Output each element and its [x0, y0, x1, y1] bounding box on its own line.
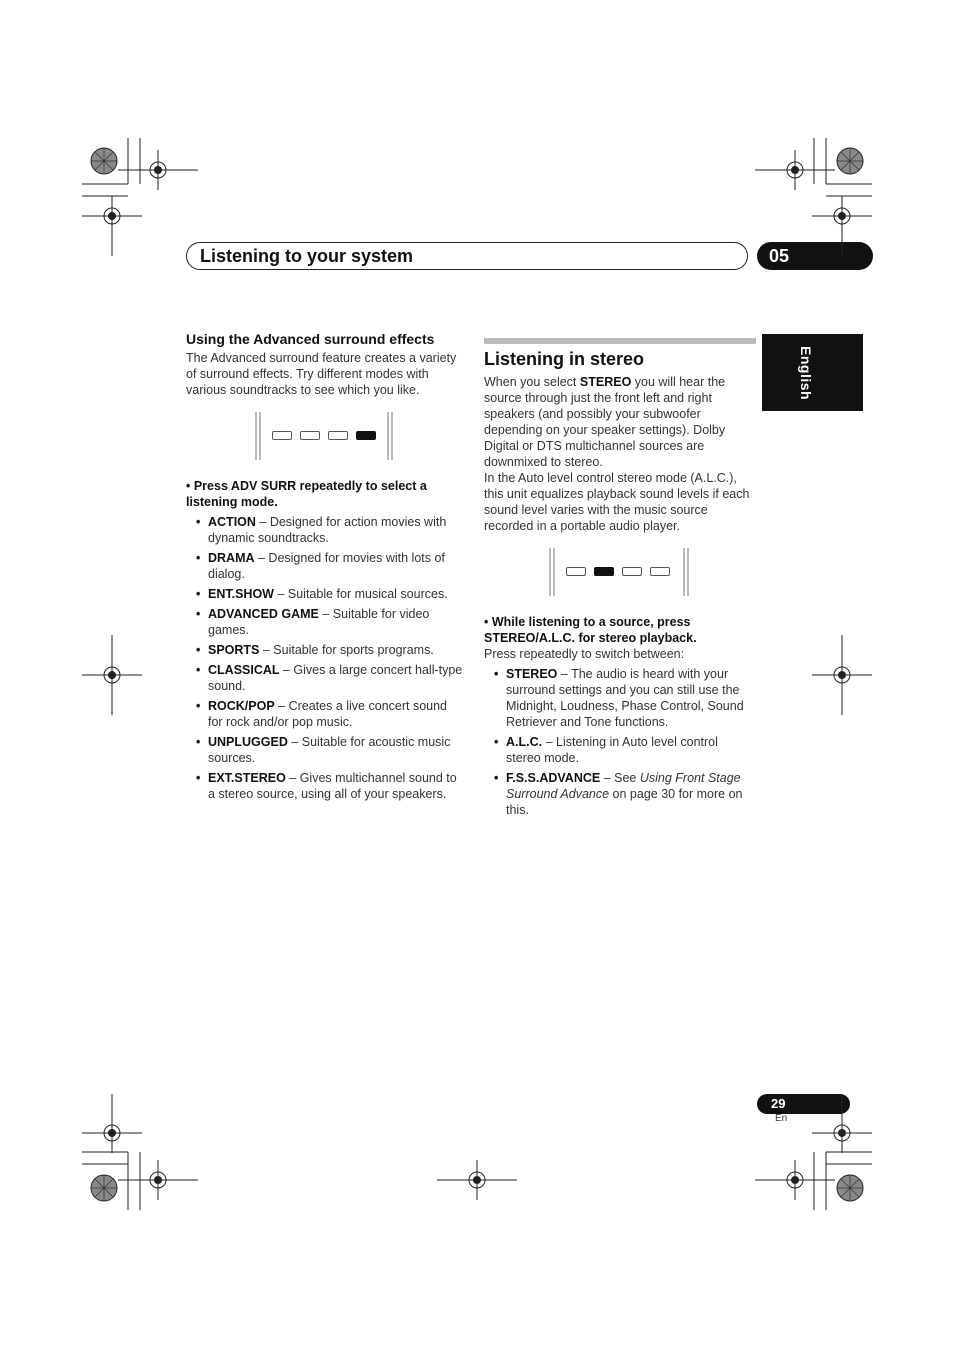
adv-surr-instruction: • Press ADV SURR repeatedly to select a listening mode. — [186, 479, 427, 509]
page-language-code: En — [775, 1113, 788, 1124]
list-item: • A.L.C. – Listening in Auto level control stereo mode. — [484, 734, 756, 766]
stereo-instruction: • While listening to a source, press STEREO/A.L.C. for stereo playback. — [484, 615, 697, 645]
stereo-intro: When you select STEREO you will hear the source through just the front left and right speakers (and possibly your subwoofer depending on your speaker settings). Dolby Digital or DTS multichannel sources are downmixed to stereo. — [484, 375, 726, 469]
press-repeatedly-text: Press repeatedly to switch between: — [484, 647, 685, 661]
chapter-number-badge: 05 — [757, 242, 873, 270]
section-title: Listening to your system — [200, 246, 414, 266]
list-item: • F.S.S.ADVANCE – See Using Front Stage Surround Advance on page 30 for more on this. — [484, 770, 756, 818]
list-item: • CLASSICAL – Gives a large concert hall-type sound. — [186, 662, 464, 694]
list-item: • SPORTS – Suitable for sports programs. — [186, 642, 464, 658]
list-item: • ROCK/POP – Creates a live concert sound for rock and/or pop music. — [186, 698, 464, 730]
listening-in-stereo-heading: Listening in stereo — [484, 349, 645, 369]
language-tab-label: English — [798, 346, 814, 401]
list-item: • DRAMA – Designed for movies with lots of dialog. — [186, 550, 464, 582]
list-item: • STEREO – The audio is heard with your surround settings and you can still use the Midnight, Loudness, Phase Control, Sound Retriever and Tone functions. — [484, 666, 756, 730]
alc-intro: In the Auto level control stereo mode (A.L.C.), this unit equalizes playback sound levels if each sound level varies with the music source recorded in a portable audio player. — [484, 471, 750, 533]
advanced-surround-intro: The Advanced surround feature creates a variety of surround effects. Try different modes with various soundtracks to see which you like. — [186, 351, 457, 397]
list-item: • ACTION – Designed for action movies with dynamic soundtracks. — [186, 514, 464, 546]
list-item: • ADVANCED GAME – Suitable for video games. — [186, 606, 464, 638]
page-number-badge: 29 — [757, 1094, 850, 1114]
list-item: • ENT.SHOW – Suitable for musical sources. — [186, 586, 464, 602]
list-item: • UNPLUGGED – Suitable for acoustic music sources. — [186, 734, 464, 766]
list-item: • EXT.STEREO – Gives multichannel sound to a stereo source, using all of your speakers. — [186, 770, 464, 802]
registration-disc-icon — [91, 148, 863, 1201]
advanced-surround-heading: Using the Advanced surround effects — [186, 331, 435, 347]
